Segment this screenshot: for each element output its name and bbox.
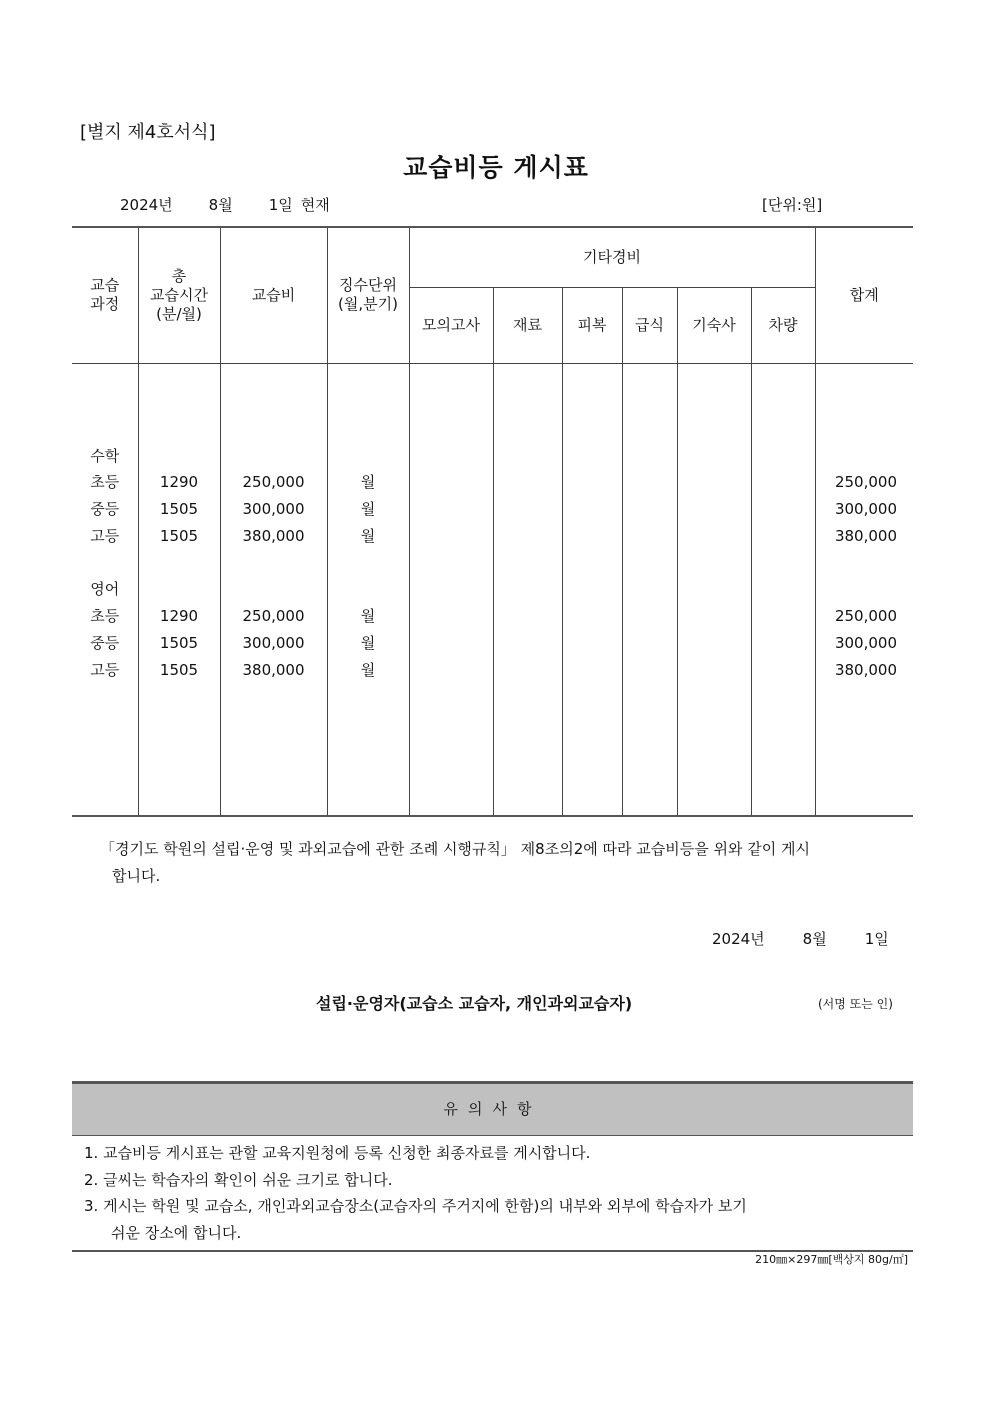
row-unit: 월 [360, 500, 376, 519]
spacer [221, 576, 327, 603]
header-total: 합계 [815, 227, 913, 363]
spacer [328, 550, 409, 577]
sign-date [712, 928, 889, 949]
row-fee: 380,000 [242, 526, 305, 545]
row-unit: 월 [360, 526, 376, 545]
spacer [221, 443, 327, 470]
row-fee: 380,000 [242, 660, 305, 679]
sign-year: 2024년 [712, 930, 765, 948]
as-of-year: 2024년 [120, 196, 173, 214]
row-fee: 300,000 [242, 500, 305, 519]
notice-text [100, 836, 908, 890]
row-total: 300,000 [834, 500, 897, 519]
row-total: 250,000 [834, 473, 897, 492]
header-other-expenses: 기타경비 [409, 227, 815, 287]
page-title: 교습비등 게시표 [403, 153, 589, 182]
row-unit: 월 [360, 607, 376, 626]
row-course: 고등 [90, 660, 120, 679]
row-unit: 월 [360, 660, 376, 679]
header-meals: 급식 [622, 287, 677, 363]
row-course: 초등 [90, 473, 120, 492]
header-fee: 교습비 [220, 227, 327, 363]
row-total: 380,000 [834, 526, 897, 545]
spacer [328, 576, 409, 603]
row-unit: 월 [360, 473, 376, 492]
note-text: 3. 게시는 학원 및 교습소, 개인과외교습장소(교습자의 주거지에 한함)의 내부와 외부에 학습자가 보기 [84, 1197, 747, 1215]
header-materials: 재료 [493, 287, 562, 363]
row-course: 고등 [90, 526, 120, 545]
row-hours: 1505 [159, 500, 199, 519]
notes-title: 유의사항 [72, 1084, 913, 1136]
spacer [816, 576, 898, 603]
subject-label: 수학 [90, 446, 120, 465]
row-hours: 1505 [159, 634, 199, 653]
header-clothing: 피복 [562, 287, 622, 363]
clothing-column [562, 363, 622, 816]
note-continuation: 쉬운 장소에 합니다. [111, 1223, 242, 1242]
row-fee: 300,000 [242, 634, 305, 653]
row-course: 중등 [90, 500, 120, 519]
as-of-suffix: 현재 [300, 196, 330, 214]
materials-column [493, 363, 562, 816]
row-course: 초등 [90, 607, 120, 626]
header-dormitory: 기숙사 [677, 287, 751, 363]
row-fee: 250,000 [242, 607, 305, 626]
note-item: 1. 교습비등 게시표는 관할 교육지원청에 등록 신청한 최종자료를 게시합니다. [84, 1144, 591, 1162]
header-vehicle: 차량 [751, 287, 815, 363]
signer-label: 설립·운영자(교습소 교습자, 개인과외교습자) [316, 994, 633, 1013]
spacer [139, 550, 220, 577]
row-hours: 1290 [159, 473, 199, 492]
vehicle-column [751, 363, 815, 816]
row-fee: 250,000 [242, 473, 305, 492]
row-total: 380,000 [834, 660, 897, 679]
spacer [221, 550, 327, 577]
fee-column [220, 363, 327, 816]
as-of-day: 1일 [268, 196, 293, 214]
signature-hint: (서명 또는 인) [818, 997, 893, 1011]
header-total-hours: 총 교습시간 (분/월) [138, 227, 220, 363]
notice-line: 「경기도 학원의 설립·운영 및 과외교습에 관한 조례 시행규칙」 제8조의2에 따라 교습비등을 위와 같이 게시 [100, 840, 810, 858]
spacer [328, 443, 409, 470]
notes-section [72, 1081, 913, 1252]
spacer [816, 443, 898, 470]
spacer [139, 576, 220, 603]
row-hours: 1505 [159, 526, 199, 545]
note-item [84, 1193, 913, 1246]
meals-column [622, 363, 677, 816]
header-course: 교습 과정 [72, 227, 138, 363]
unit-column [327, 363, 409, 816]
hours-column [138, 363, 220, 816]
notice-line: 합니다. [112, 867, 161, 885]
header-mock-exam: 모의고사 [409, 287, 493, 363]
course-column [72, 363, 138, 816]
row-unit: 월 [360, 634, 376, 653]
row-hours: 1290 [159, 607, 199, 626]
header-collection-unit: 징수단위 (월,분기) [327, 227, 409, 363]
fee-table [72, 226, 913, 817]
paper-spec: 210㎜×297㎜[백상지 80g/㎡] [755, 1253, 908, 1266]
row-course: 중등 [90, 634, 120, 653]
as-of-date [120, 194, 366, 215]
row-total: 300,000 [834, 634, 897, 653]
form-number: [별지 제4호서식] [80, 122, 216, 143]
sign-day: 1일 [864, 930, 889, 948]
as-of-month: 8월 [208, 196, 233, 214]
row-total: 250,000 [834, 607, 897, 626]
mock-exam-column [409, 363, 493, 816]
unit-label: [단위:원] [762, 196, 823, 214]
spacer [816, 550, 898, 577]
spacer [139, 443, 220, 470]
total-column [815, 363, 913, 816]
subject-label: 영어 [90, 580, 120, 599]
sign-month: 8월 [802, 930, 827, 948]
spacer [72, 550, 138, 577]
note-item: 2. 글씨는 학습자의 확인이 쉬운 크기로 합니다. [84, 1170, 393, 1189]
row-hours: 1505 [159, 660, 199, 679]
dormitory-column [677, 363, 751, 816]
